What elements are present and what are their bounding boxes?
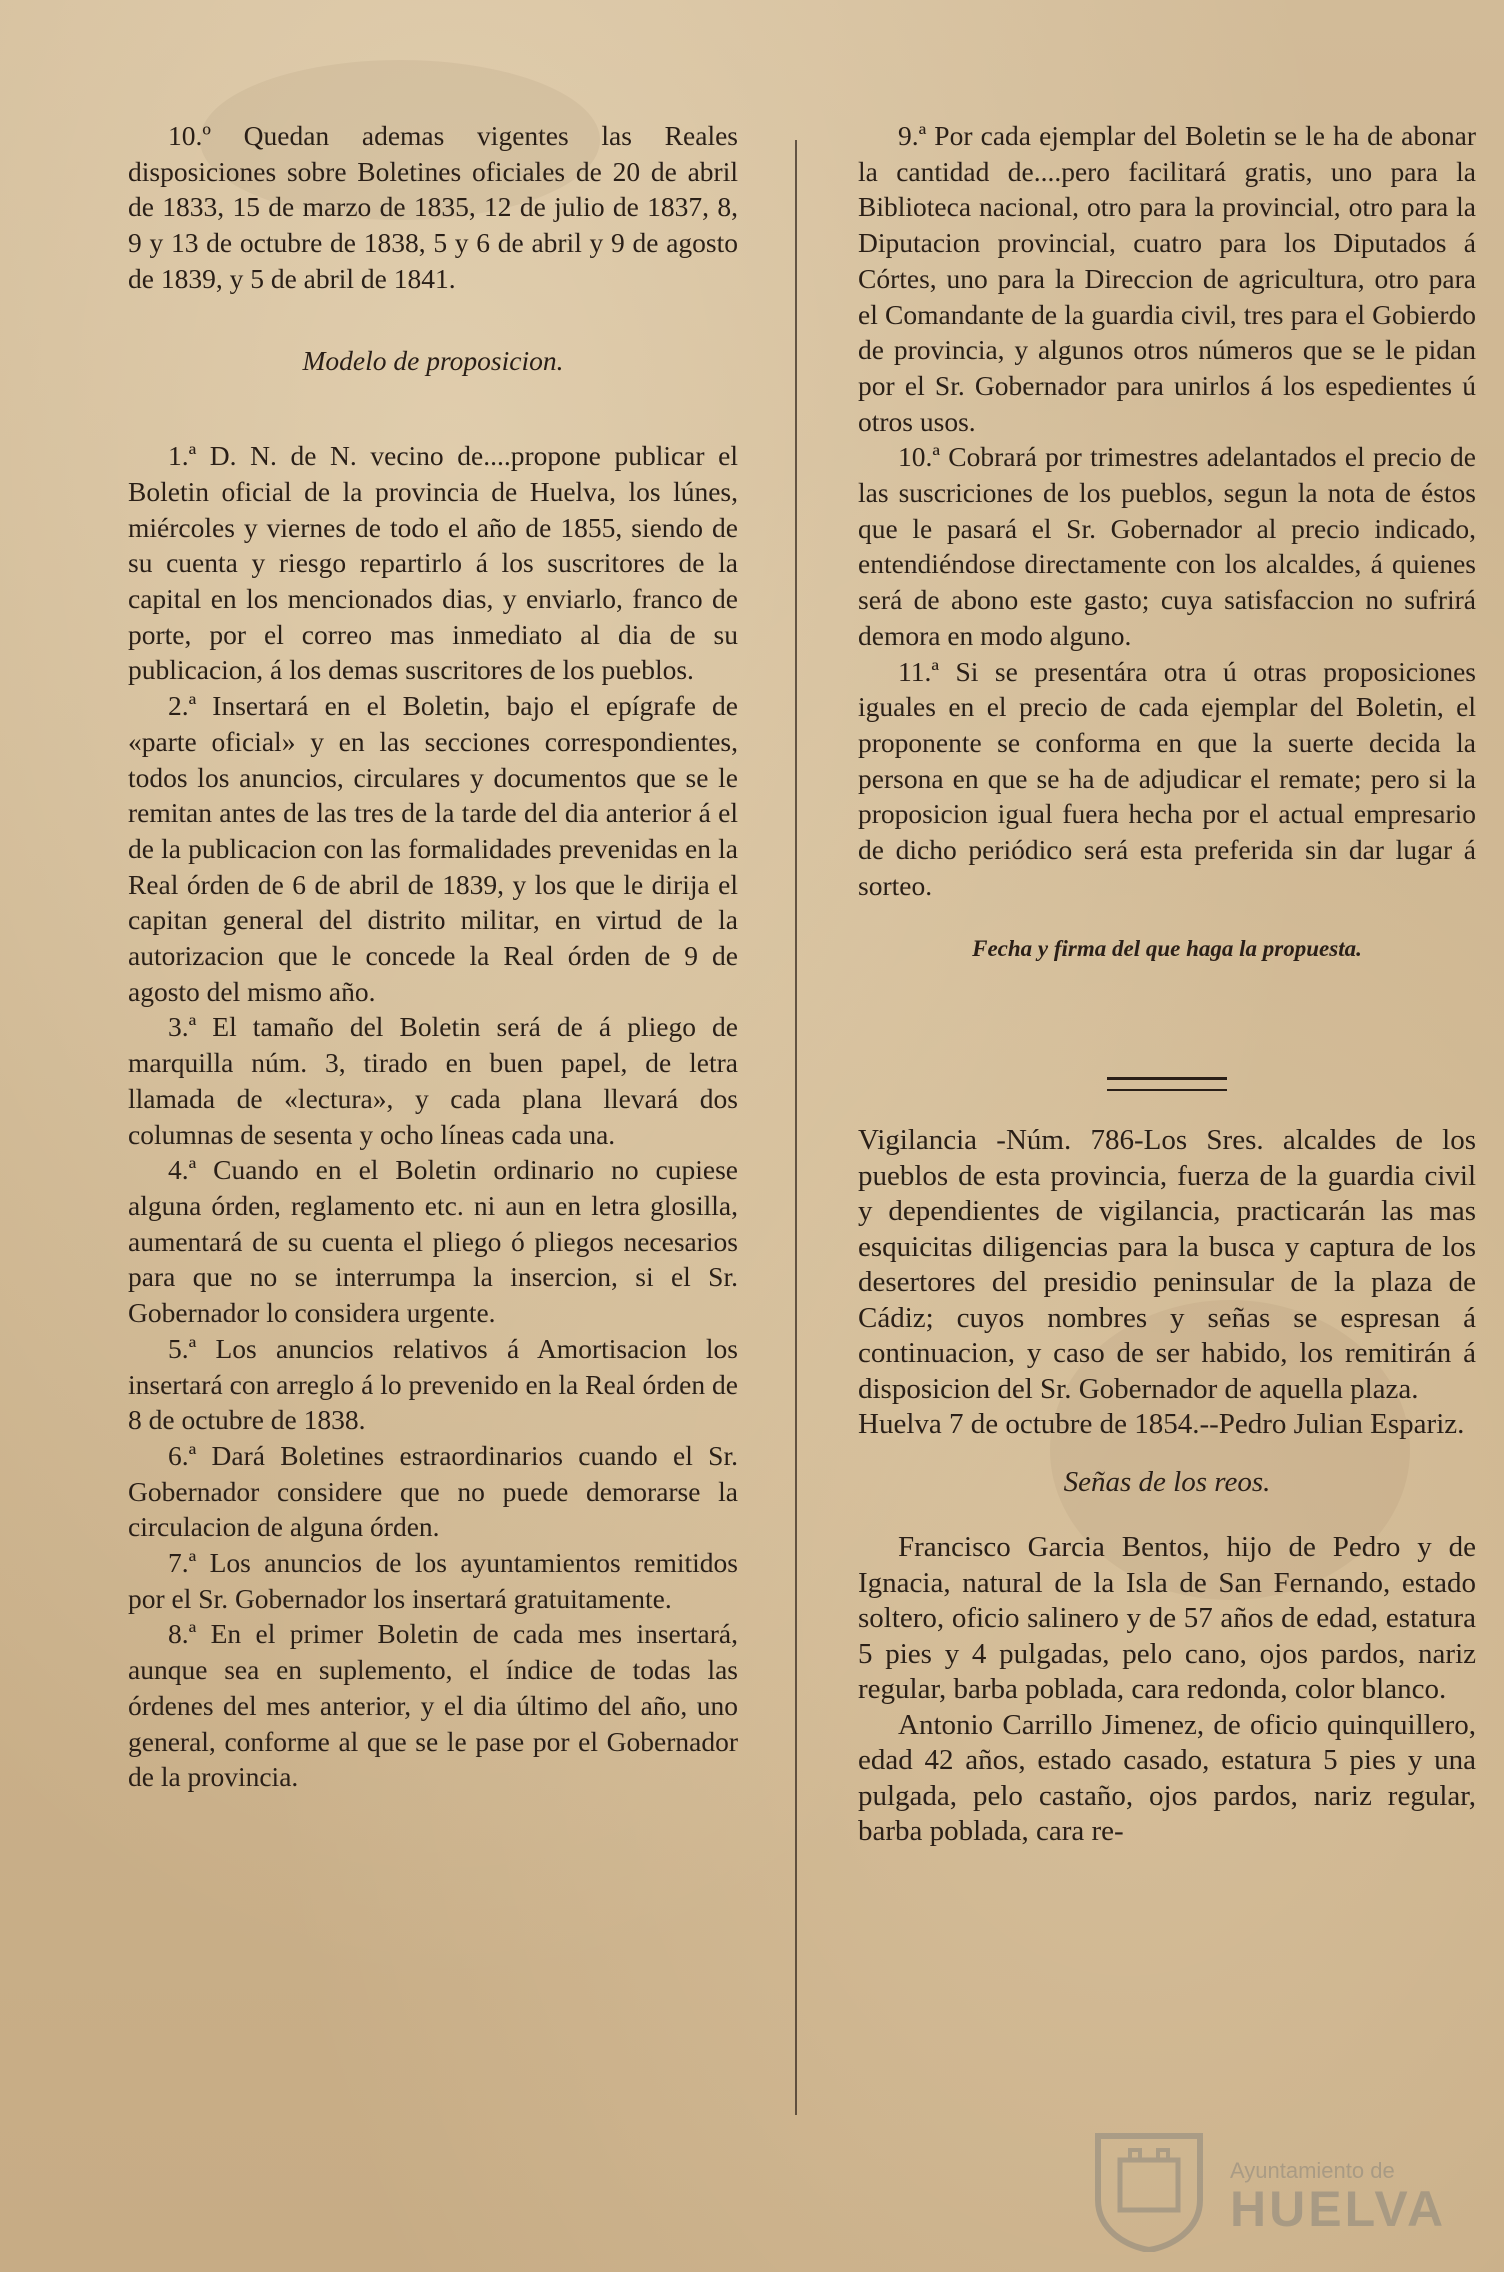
column-rule	[795, 140, 797, 2115]
clause-8: 8.ª En el primer Boletin de cada mes insertará, aunque sea en suplemento, el índice de todas las órdenes del mes anterior, y el dia último del año, uno general, conforme al que se le pase por el Gobernador de la provincia.	[128, 1618, 738, 1793]
clause-10-prev: 10.º Quedan ademas vigentes las Reales disposiciones sobre Boletines oficiales de 20 de abril de 1833, 15 de marzo de 1835, 12 de julio de 1837, 8, 9 y 13 de octubre de 1838, 5 y 6 de abril y 9 de agosto de 1839, y 5 de abril de 1841.	[128, 120, 738, 294]
clause-5: 5.ª Los anuncios relativos á Amortisacion los insertará con arreglo á lo prevenido en la Real órden de 8 de octubre de 1838.	[128, 1332, 738, 1436]
reo-description-1: Francisco Garcia Bentos, hijo de Pedro y de Ignacia, natural de la Isla de San Fernando, estado soltero, oficio salinero y de 57 años de edad, estatura 5 pies y 4 pulgadas, pelo cano, ojos pardos, nariz regular, barba poblada, cara redonda, color blanco.	[858, 1531, 1476, 1706]
vigilancia-text: Vigilancia -Núm. 786-Los Sres. alcaldes de los pueblos de esta provincia, fuerza de la guardia civil y dependientes de vigilancia, practicarán las mas esquicitas diligencias para la busca y captura de los desertores del presidio peninsular de la plaza de Cádiz; cuyos nombres y señas se espresan á continuacion, y caso de ser habido, los remitirán á disposicion del Sr. Gobernador de aquella plaza.	[858, 1124, 1476, 1405]
senas-title: Señas de los reos.	[1063, 1465, 1271, 1498]
clause-4: 4.ª Cuando en el Boletin ordinario no cupiese alguna órden, reglamento etc. ni aun en letra glosilla, aumentará de su cuenta el pliego ó pliegos necesarios para que no se interrumpa la insercion, si el Sr. Gobernador lo considera urgente.	[128, 1154, 738, 1329]
watermark-line1: Ayuntamiento de	[1230, 2158, 1395, 2183]
clause-6: 6.ª Dará Boletines estraordinarios cuando el Sr. Gobernador considere que no puede demorarse la circulacion de alguna órden.	[128, 1439, 738, 1543]
clause-3: 3.ª El tamaño del Boletin será de á pliego de marquilla núm. 3, tirado en buen papel, de letra llamada de «lectura», y cada plana llevará dos columnas de sesenta y ocho líneas cada una.	[128, 1011, 738, 1150]
clause-7: 7.ª Los anuncios de los ayuntamientos remitidos por el Sr. Gobernador los insertará gratuitamente.	[128, 1547, 738, 1614]
section-divider	[1107, 1077, 1227, 1091]
modelo-title: Modelo de proposicion.	[302, 344, 564, 376]
clause-10: 10.ª Cobrará por trimestres adelantados el precio de las suscriciones de los pueblos, segun la nota de éstos que le pasará el Sr. Gobernador al precio indicado, entendiéndose directamente con los alcaldes, á quienes será de abono este gasto; cuya satisfaccion no sufrirá demora en modo alguno.	[858, 441, 1476, 651]
clause-1: 1.ª D. N. de N. vecino de....propone publicar el Boletin oficial de la provincia de Huelva, los lúnes, miércoles y viernes de todo el año de 1855, siendo de su cuenta y riesgo repartirlo á los suscritores de la capital en los mencionados dias, y enviarlo, franco de porte, por el correo mas inmediato al dia de su publicacion, á los demas suscritores de los pueblos.	[128, 440, 738, 686]
notice-date-signature: Huelva 7 de octubre de 1854.--Pedro Julian Espariz.	[858, 1408, 1465, 1441]
clause-2: 2.ª Insertará en el Boletin, bajo el epígrafe de «parte oficial» y en las secciones correspondientes, todos los anuncios, circulares y documentos que se le remitan antes de las tres de la tarde del dia anterior á el de la publicacion con las formalidades prevenidas en la Real órden de 6 de abril de 1839, y los que le dirija el capitan general del distrito militar, en virtud de la autorizacion que le concede la Real órden de 9 de agosto del mismo año.	[128, 690, 738, 1007]
clause-11: 11.ª Si se presentára otra ú otras proposiciones iguales en el precio de cada ejemplar del Boletin, el proponente se conforma en que la suerte decida la persona en que se ha de adjudicar el remate; pero si la proposicion igual fuera hecha por el actual empresario de dicho periódico será esta preferida sin dar lugar á sorteo.	[858, 655, 1476, 901]
shield-icon	[1090, 2130, 1208, 2252]
vigilancia-notice	[858, 1123, 1476, 1850]
ayuntamiento-watermark	[1090, 2130, 1470, 2250]
reo-description-2: Antonio Carrillo Jimenez, de oficio quinquillero, edad 42 años, estado casado, estatura 5 pies y una pulgada, pelo castaño, ojos pardos, nariz regular, barba poblada, cara re-	[858, 1708, 1476, 1848]
right-column	[858, 118, 1476, 1850]
watermark-line2: HUELVA	[1230, 2181, 1447, 2237]
signature-line: Fecha y firma del que haga la propuesta.	[972, 936, 1362, 962]
left-column	[128, 118, 738, 1795]
clause-9: 9.ª Por cada ejemplar del Boletin se le ha de abonar la cantidad de....pero facilitará gratis, uno para la Biblioteca nacional, otro para la provincial, otro para la Diputacion provincial, cuatro para los Diputados á Córtes, uno para la Direccion de agricultura, otro para el Comandante de la guardia civil, tres para el Gobierdo de provincia, y algunos otros números que se le pidan por el Sr. Gobernador para unirlos á los espedientes ú otros usos.	[858, 120, 1476, 437]
